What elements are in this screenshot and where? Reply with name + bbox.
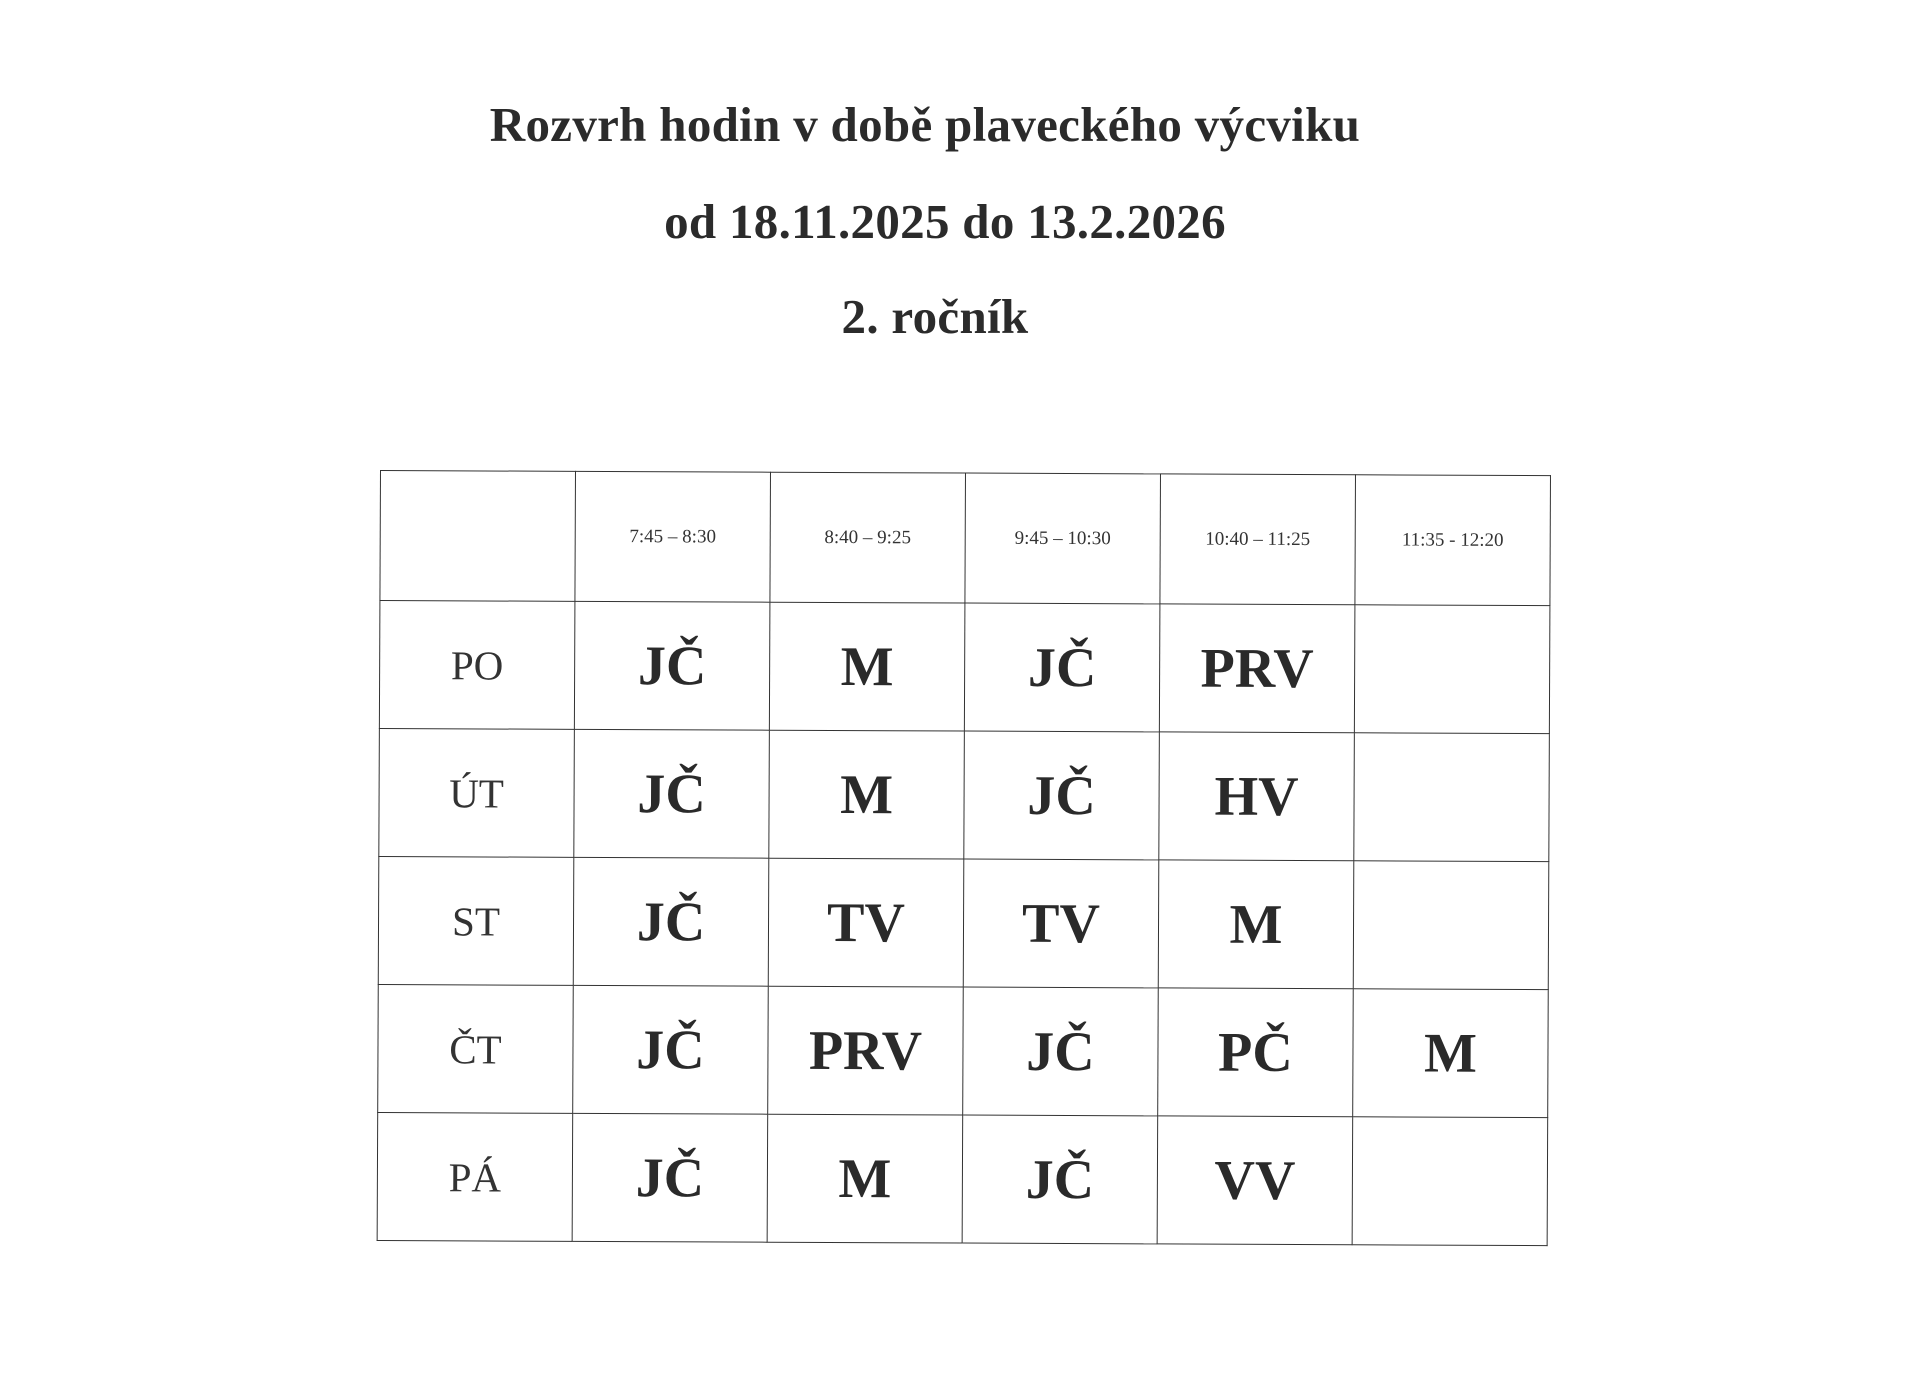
day-row-friday: [377, 1112, 1548, 1245]
time-slot-3: 9:45 – 10:30: [965, 473, 1161, 604]
lesson-cell: M: [769, 602, 965, 731]
day-row-tuesday: [379, 728, 1550, 861]
day-label: ST: [378, 856, 574, 985]
day-label: PO: [379, 601, 575, 730]
time-slot-5: 11:35 - 12:20: [1355, 475, 1551, 606]
lesson-cell: VV: [1157, 1116, 1353, 1245]
lesson-cell: JČ: [964, 731, 1160, 860]
lesson-cell: PRV: [1159, 604, 1355, 733]
day-label: PÁ: [377, 1112, 573, 1241]
date-range: od 18.11.2025 do 13.2.2026: [664, 194, 1226, 249]
lesson-cell: PČ: [1158, 988, 1354, 1117]
lesson-cell: M: [1353, 989, 1549, 1118]
lesson-cell: TV: [768, 858, 964, 987]
lesson-cell: TV: [963, 859, 1159, 988]
lesson-cell: JČ: [573, 857, 769, 986]
day-label: ÚT: [379, 728, 575, 857]
lesson-cell: [1352, 1117, 1548, 1246]
lesson-cell: M: [1158, 860, 1354, 989]
document-title: Rozvrh hodin v době plaveckého výcviku: [489, 97, 1361, 152]
time-header-row: [380, 471, 1551, 606]
day-label: ČT: [378, 984, 574, 1113]
lesson-cell: JČ: [962, 1115, 1158, 1244]
lesson-cell: JČ: [574, 729, 770, 858]
lesson-cell: HV: [1159, 732, 1355, 861]
day-row-thursday: [378, 984, 1549, 1117]
lesson-cell: JČ: [963, 987, 1159, 1116]
time-slot-2: 8:40 – 9:25: [770, 472, 966, 603]
lesson-cell: JČ: [574, 601, 770, 730]
time-slot-1: 7:45 – 8:30: [575, 471, 771, 602]
day-row-monday: [379, 601, 1550, 734]
lesson-cell: JČ: [964, 603, 1160, 732]
lesson-cell: JČ: [572, 1113, 768, 1242]
day-row-wednesday: [378, 856, 1549, 989]
grade-label: 2. ročník: [841, 289, 1029, 344]
corner-cell: [380, 471, 576, 602]
lesson-cell: [1354, 733, 1550, 862]
lesson-cell: [1353, 861, 1549, 990]
lesson-cell: PRV: [768, 986, 964, 1115]
lesson-cell: M: [769, 730, 965, 859]
lesson-cell: JČ: [573, 985, 769, 1114]
timetable: [377, 470, 1551, 1246]
lesson-cell: [1354, 605, 1550, 734]
time-slot-4: 10:40 – 11:25: [1160, 474, 1356, 605]
lesson-cell: M: [767, 1114, 963, 1243]
